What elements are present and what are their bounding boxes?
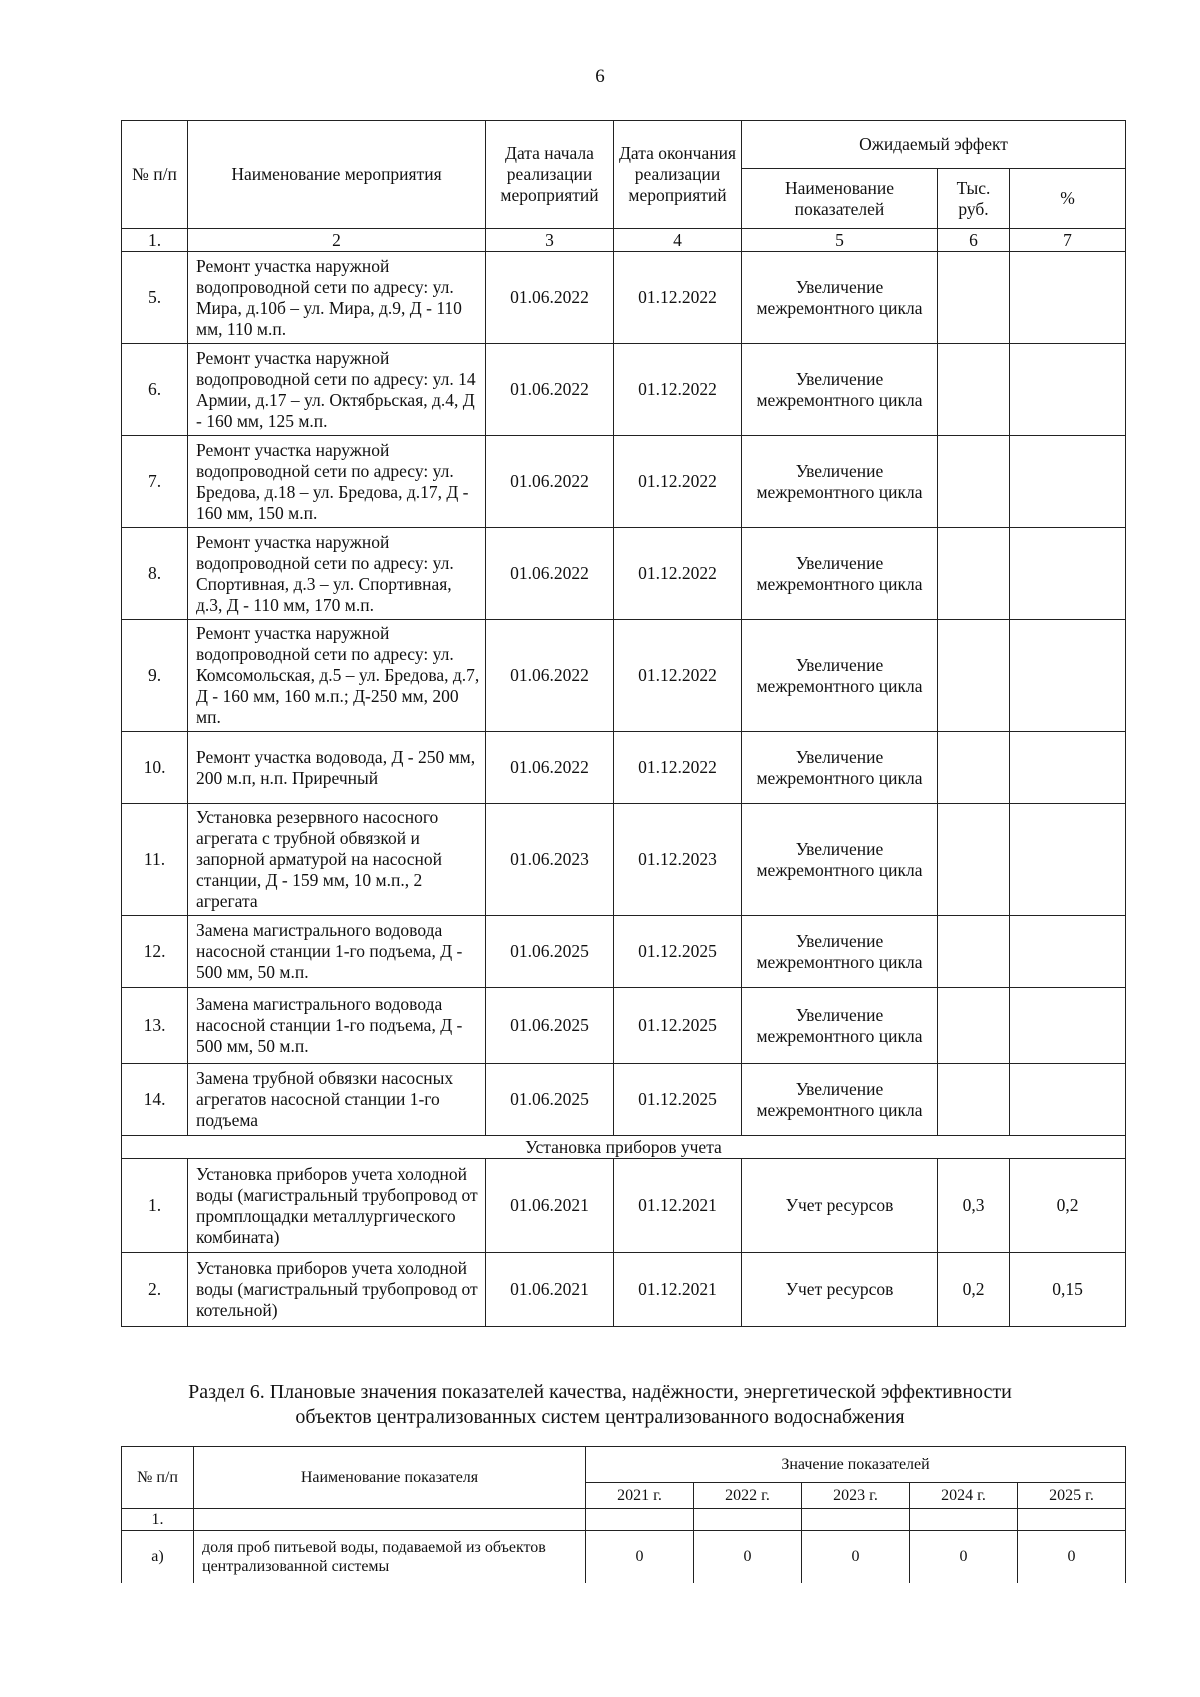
header-end-date: Дата окончания реализации мероприятий	[614, 121, 742, 229]
row-thousand-rub: 0,2	[938, 1253, 1010, 1327]
row-percent: 0,2	[1010, 1159, 1126, 1253]
row-value: 0	[910, 1531, 1018, 1583]
row-percent	[1010, 1064, 1126, 1136]
col-number: 4	[614, 229, 742, 252]
col-number: 3	[486, 229, 614, 252]
col-number-empty	[910, 1509, 1018, 1531]
col-number: 1.	[122, 229, 188, 252]
header-indicator-name: Наименование показателей	[742, 169, 938, 229]
row-thousand-rub	[938, 252, 1010, 344]
section6-heading-line1: Раздел 6. Плановые значения показателей качества, надёжности, энергетической эффективности	[188, 1381, 1012, 1403]
header-thousand-rub: Тыс. руб.	[938, 169, 1010, 229]
row-num: 1.	[122, 1159, 188, 1253]
row-end-date: 01.12.2025	[614, 916, 742, 988]
row-end-date: 01.12.2025	[614, 1064, 742, 1136]
row-end-date: 01.12.2022	[614, 732, 742, 804]
table-row	[122, 1064, 1126, 1136]
section-title-meters: Установка приборов учета	[122, 1136, 1126, 1159]
row-measure-name: Замена трубной обвязки насосных агрегатов насосной станции 1-го подъема	[188, 1064, 486, 1136]
row-start-date: 01.06.2022	[486, 344, 614, 436]
table-row	[122, 916, 1126, 988]
row-effect: Увеличение межремонтного цикла	[742, 528, 938, 620]
col-number-empty	[586, 1509, 694, 1531]
col-number-empty	[694, 1509, 802, 1531]
row-percent	[1010, 732, 1126, 804]
row-percent	[1010, 252, 1126, 344]
row-measure-name: Ремонт участка наружной водопроводной сети по адресу: ул. Бредова, д.18 – ул. Бредова, д.17, Д - 160 мм, 150 м.п.	[188, 436, 486, 528]
row-percent: 0,15	[1010, 1253, 1126, 1327]
indicators-table	[121, 1446, 1126, 1583]
row-effect: Увеличение межремонтного цикла	[742, 344, 938, 436]
row-start-date: 01.06.2025	[486, 916, 614, 988]
header-year: 2021 г.	[586, 1483, 694, 1509]
row-measure-name: Установка приборов учета холодной воды (магистральный трубопровод от котельной)	[188, 1253, 486, 1327]
row-num: 11.	[122, 804, 188, 916]
row-end-date: 01.12.2022	[614, 620, 742, 732]
row-thousand-rub	[938, 1064, 1010, 1136]
row-thousand-rub	[938, 436, 1010, 528]
section6-heading	[60, 1380, 1140, 1430]
row-value: 0	[586, 1531, 694, 1583]
header-year: 2023 г.	[802, 1483, 910, 1509]
col-number: 5	[742, 229, 938, 252]
row-percent	[1010, 988, 1126, 1064]
col-number-empty	[1018, 1509, 1126, 1531]
row-percent	[1010, 344, 1126, 436]
row-num: 2.	[122, 1253, 188, 1327]
row-percent	[1010, 804, 1126, 916]
table-row	[122, 436, 1126, 528]
row-num: 14.	[122, 1064, 188, 1136]
row-measure-name: Замена магистрального водовода насосной станции 1-го подъема, Д - 500 мм, 50 м.п.	[188, 916, 486, 988]
row-num: 6.	[122, 344, 188, 436]
measures-table	[121, 120, 1126, 1327]
col-number: 7	[1010, 229, 1126, 252]
row-value: 0	[694, 1531, 802, 1583]
row-indicator-name: доля проб питьевой воды, подаваемой из объектов централизованной системы	[194, 1531, 586, 1583]
row-end-date: 01.12.2021	[614, 1159, 742, 1253]
row-thousand-rub	[938, 620, 1010, 732]
row-percent	[1010, 436, 1126, 528]
row-effect: Увеличение межремонтного цикла	[742, 804, 938, 916]
row-value: 0	[802, 1531, 910, 1583]
table-row	[122, 1531, 1126, 1583]
section6-heading-line2: объектов централизованных систем централизованного водоснабжения	[295, 1406, 905, 1428]
row-percent	[1010, 620, 1126, 732]
table-row	[122, 732, 1126, 804]
row-effect: Увеличение межремонтного цикла	[742, 252, 938, 344]
header-year: 2024 г.	[910, 1483, 1018, 1509]
row-percent	[1010, 528, 1126, 620]
row-start-date: 01.06.2022	[486, 620, 614, 732]
row-effect: Увеличение межремонтного цикла	[742, 1064, 938, 1136]
row-thousand-rub	[938, 344, 1010, 436]
row-thousand-rub: 0,3	[938, 1159, 1010, 1253]
row-measure-name: Ремонт участка водовода, Д - 250 мм, 200 м.п, н.п. Приречный	[188, 732, 486, 804]
row-measure-name: Ремонт участка наружной водопроводной сети по адресу: ул. Спортивная, д.3 – ул. Спортивная, д.3, Д - 110 мм, 170 м.п.	[188, 528, 486, 620]
table-row	[122, 252, 1126, 344]
col-number-empty	[194, 1509, 586, 1531]
row-end-date: 01.12.2022	[614, 528, 742, 620]
header-measure-name: Наименование мероприятия	[188, 121, 486, 229]
row-num: 8.	[122, 528, 188, 620]
row-thousand-rub	[938, 732, 1010, 804]
row-effect: Увеличение межремонтного цикла	[742, 732, 938, 804]
col-number: 1.	[122, 1509, 194, 1531]
row-thousand-rub	[938, 804, 1010, 916]
row-start-date: 01.06.2022	[486, 528, 614, 620]
row-start-date: 01.06.2025	[486, 1064, 614, 1136]
header-year: 2022 г.	[694, 1483, 802, 1509]
header-indicator-name: Наименование показателя	[194, 1447, 586, 1509]
table-row	[122, 528, 1126, 620]
row-effect: Учет ресурсов	[742, 1253, 938, 1327]
row-num: 5.	[122, 252, 188, 344]
table-row	[122, 344, 1126, 436]
row-start-date: 01.06.2022	[486, 436, 614, 528]
row-end-date: 01.12.2025	[614, 988, 742, 1064]
table-row	[122, 988, 1126, 1064]
row-effect: Увеличение межремонтного цикла	[742, 620, 938, 732]
header-year: 2025 г.	[1018, 1483, 1126, 1509]
row-num: 12.	[122, 916, 188, 988]
row-effect: Увеличение межремонтного цикла	[742, 436, 938, 528]
row-thousand-rub	[938, 916, 1010, 988]
row-end-date: 01.12.2022	[614, 436, 742, 528]
row-effect: Учет ресурсов	[742, 1159, 938, 1253]
row-num: 7.	[122, 436, 188, 528]
header-start-date: Дата начала реализации мероприятий	[486, 121, 614, 229]
table-row	[122, 804, 1126, 916]
row-thousand-rub	[938, 528, 1010, 620]
row-num: а)	[122, 1531, 194, 1583]
row-effect: Увеличение межремонтного цикла	[742, 988, 938, 1064]
header-indicator-values: Значение показателей	[586, 1447, 1126, 1483]
row-measure-name: Ремонт участка наружной водопроводной сети по адресу: ул. Комсомольская, д.5 – ул. Бредова, д.7, Д - 160 мм, 160 м.п.; Д-250 мм, 200 мп.	[188, 620, 486, 732]
row-measure-name: Установка резервного насосного агрегата с трубной обвязкой и запорной арматурой на насосной станции, Д - 159 мм, 10 м.п., 2 агрегата	[188, 804, 486, 916]
row-measure-name: Замена магистрального водовода насосной станции 1-го подъема, Д - 500 мм, 50 м.п.	[188, 988, 486, 1064]
row-end-date: 01.12.2023	[614, 804, 742, 916]
row-end-date: 01.12.2022	[614, 344, 742, 436]
row-effect: Увеличение межремонтного цикла	[742, 916, 938, 988]
row-value: 0	[1018, 1531, 1126, 1583]
header-percent: %	[1010, 169, 1126, 229]
table-row	[122, 620, 1126, 732]
row-measure-name: Ремонт участка наружной водопроводной сети по адресу: ул. 14 Армии, д.17 – ул. Октябрьская, д.4, Д - 160 мм, 125 м.п.	[188, 344, 486, 436]
row-num: 9.	[122, 620, 188, 732]
row-thousand-rub	[938, 988, 1010, 1064]
header-num: № п/п	[122, 121, 188, 229]
col-number-empty	[802, 1509, 910, 1531]
header-num: № п/п	[122, 1447, 194, 1509]
header-expected-effect: Ожидаемый эффект	[742, 121, 1126, 169]
row-num: 13.	[122, 988, 188, 1064]
table-row	[122, 1159, 1126, 1253]
row-start-date: 01.06.2021	[486, 1253, 614, 1327]
col-number: 6	[938, 229, 1010, 252]
page-number: 6	[595, 66, 605, 87]
row-measure-name: Ремонт участка наружной водопроводной сети по адресу: ул. Мира, д.10б – ул. Мира, д.9, Д - 110 мм, 110 м.п.	[188, 252, 486, 344]
row-num: 10.	[122, 732, 188, 804]
row-percent	[1010, 916, 1126, 988]
row-start-date: 01.06.2021	[486, 1159, 614, 1253]
row-measure-name: Установка приборов учета холодной воды (магистральный трубопровод от промплощадки металлургического комбината)	[188, 1159, 486, 1253]
row-start-date: 01.06.2022	[486, 732, 614, 804]
row-end-date: 01.12.2021	[614, 1253, 742, 1327]
row-start-date: 01.06.2023	[486, 804, 614, 916]
row-end-date: 01.12.2022	[614, 252, 742, 344]
table-row	[122, 1253, 1126, 1327]
col-number: 2	[188, 229, 486, 252]
row-start-date: 01.06.2025	[486, 988, 614, 1064]
row-start-date: 01.06.2022	[486, 252, 614, 344]
